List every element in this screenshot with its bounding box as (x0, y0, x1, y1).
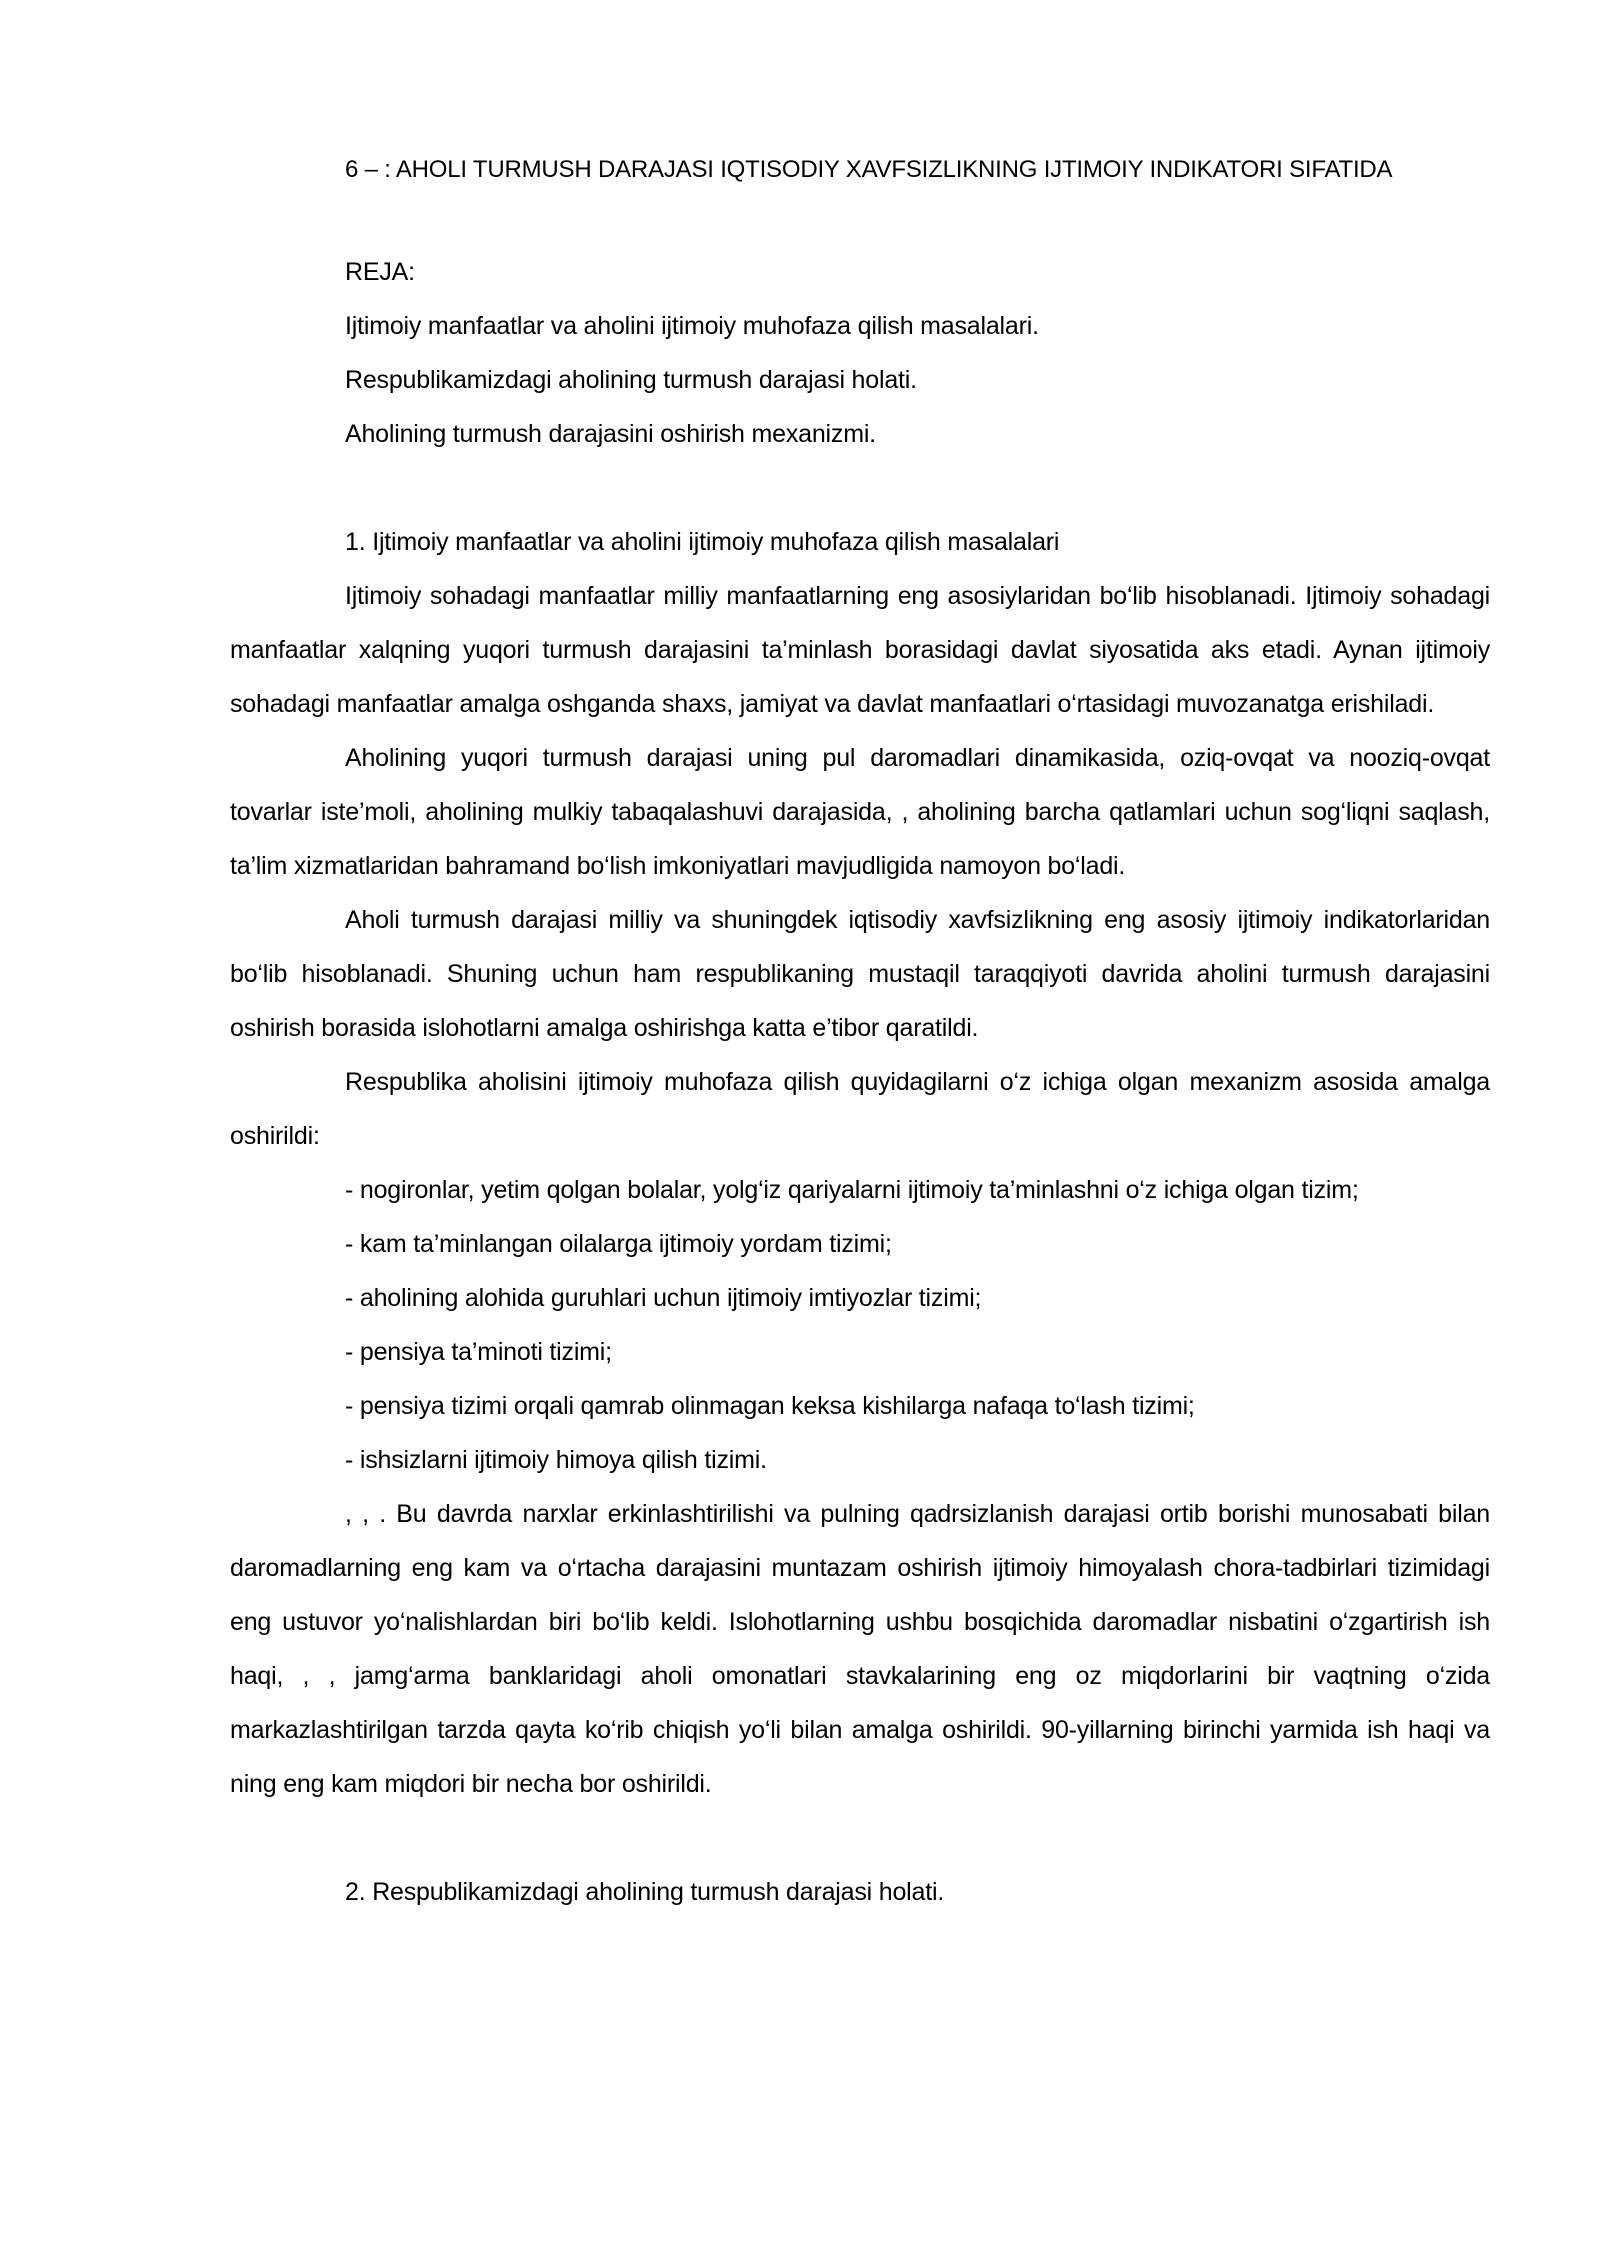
list-item: - aholining alohida guruhlari uchun ijtimoiy imtiyozlar tizimi; (345, 1284, 982, 1312)
list-item: - ishsizlarni ijtimoiy himoya qilish tizimi. (345, 1446, 767, 1474)
social-protection-list (230, 1163, 1490, 1487)
plan-item: Aholining turmush darajasini oshirish mexanizmi. (345, 420, 876, 448)
paragraph: Respublika aholisini ijtimoiy muhofaza qilish quyidagilarni o‘z ichiga olgan mexanizm asosida amalga oshirildi: (230, 1068, 1490, 1150)
plan-list (230, 299, 1490, 461)
document-content (230, 150, 1490, 1919)
list-item: - pensiya tizimi orqali qamrab olinmagan keksa kishilarga nafaqa to‘lash tizimi; (345, 1392, 1195, 1420)
section-1-heading: 1. Ijtimoiy manfaatlar va aholini ijtimoiy muhofaza qilish masalalari (345, 528, 1060, 556)
list-item: - kam ta’minlangan oilalarga ijtimoiy yordam tizimi; (345, 1230, 892, 1258)
list-item: - nogironlar, yetim qolgan bolalar, yolg‘iz qariyalarni ijtimoiy ta’minlashni o‘z ichiga olgan tizim; (345, 1176, 1359, 1204)
list-item: - pensiya ta’minoti tizimi; (345, 1338, 612, 1366)
plan-item: Ijtimoiy manfaatlar va aholini ijtimoiy muhofaza qilish masalalari. (345, 312, 1039, 340)
paragraph: Ijtimoiy sohadagi manfaatlar milliy manfaatlarning eng asosiylaridan bo‘lib hisoblanadi. Ijtimoiy sohadagi manfaatlar xalqning yuqori turmush darajasini ta’minlash borasidagi davlat siyosatida aks etadi. Aynan ijtimoiy sohadagi manfaatlar amalga oshganda shaxs, jamiyat va davlat manfaatlari o‘rtasidagi muvozanatga erishiladi. (230, 582, 1490, 718)
document-title: 6 – : AHOLI TURMUSH DARAJASI IQTISODIY XAVFSIZLIKNING IJTIMOIY INDIKATORI SIFATIDA (345, 156, 1393, 183)
paragraph: Aholining yuqori turmush darajasi uning pul daromadlari dinamikasida, oziq-ovqat va nooziq-ovqat tovarlar iste’moli, aholining mulkiy tabaqalashuvi darajasida, , aholining barcha qatlamlari uchun sog‘liqni saqlash, ta’lim xizmatlaridan bahramand bo‘lish imkoniyatlari mavjudligida namoyon bo‘ladi. (230, 744, 1490, 880)
paragraph: , , . Bu davrda narxlar erkinlashtirilishi va pulning qadrsizlanish darajasi ortib borishi munosabati bilan daromadlarning eng kam va o‘rtacha darajasini muntazam oshirish ijtimoiy himoyalash chora-tadbirlari tizimidagi eng ustuvor yo‘nalishlardan biri bo‘lib keldi. Islohotlarning ushbu bosqichida daromadlar nisbatini o‘zgartirish ish haqi, , , jamg‘arma banklaridagi aholi omonatlari stavkalarining eng oz miqdorlarini bir vaqtning o‘zida markazlashtirilgan tarzda qayta ko‘rib chiqish yo‘li bilan amalga oshirildi. 90-yillarning birinchi yarmida ish haqi va ning eng kam miqdori bir necha bor oshirildi. (230, 1500, 1490, 1798)
plan-heading: REJA: (345, 258, 415, 286)
section-2-heading: 2. Respublikamizdagi aholining turmush darajasi holati. (345, 1878, 945, 1906)
plan-item: Respublikamizdagi aholining turmush darajasi holati. (345, 366, 917, 394)
paragraph: Aholi turmush darajasi milliy va shuningdek iqtisodiy xavfsizlikning eng asosiy ijtimoiy indikatorlaridan bo‘lib hisoblanadi. Shuning uchun ham respublikaning mustaqil taraqqiyoti davrida aholini turmush darajasini oshirish borasida islohotlarni amalga oshirishga katta e’tibor qaratildi. (230, 906, 1490, 1042)
